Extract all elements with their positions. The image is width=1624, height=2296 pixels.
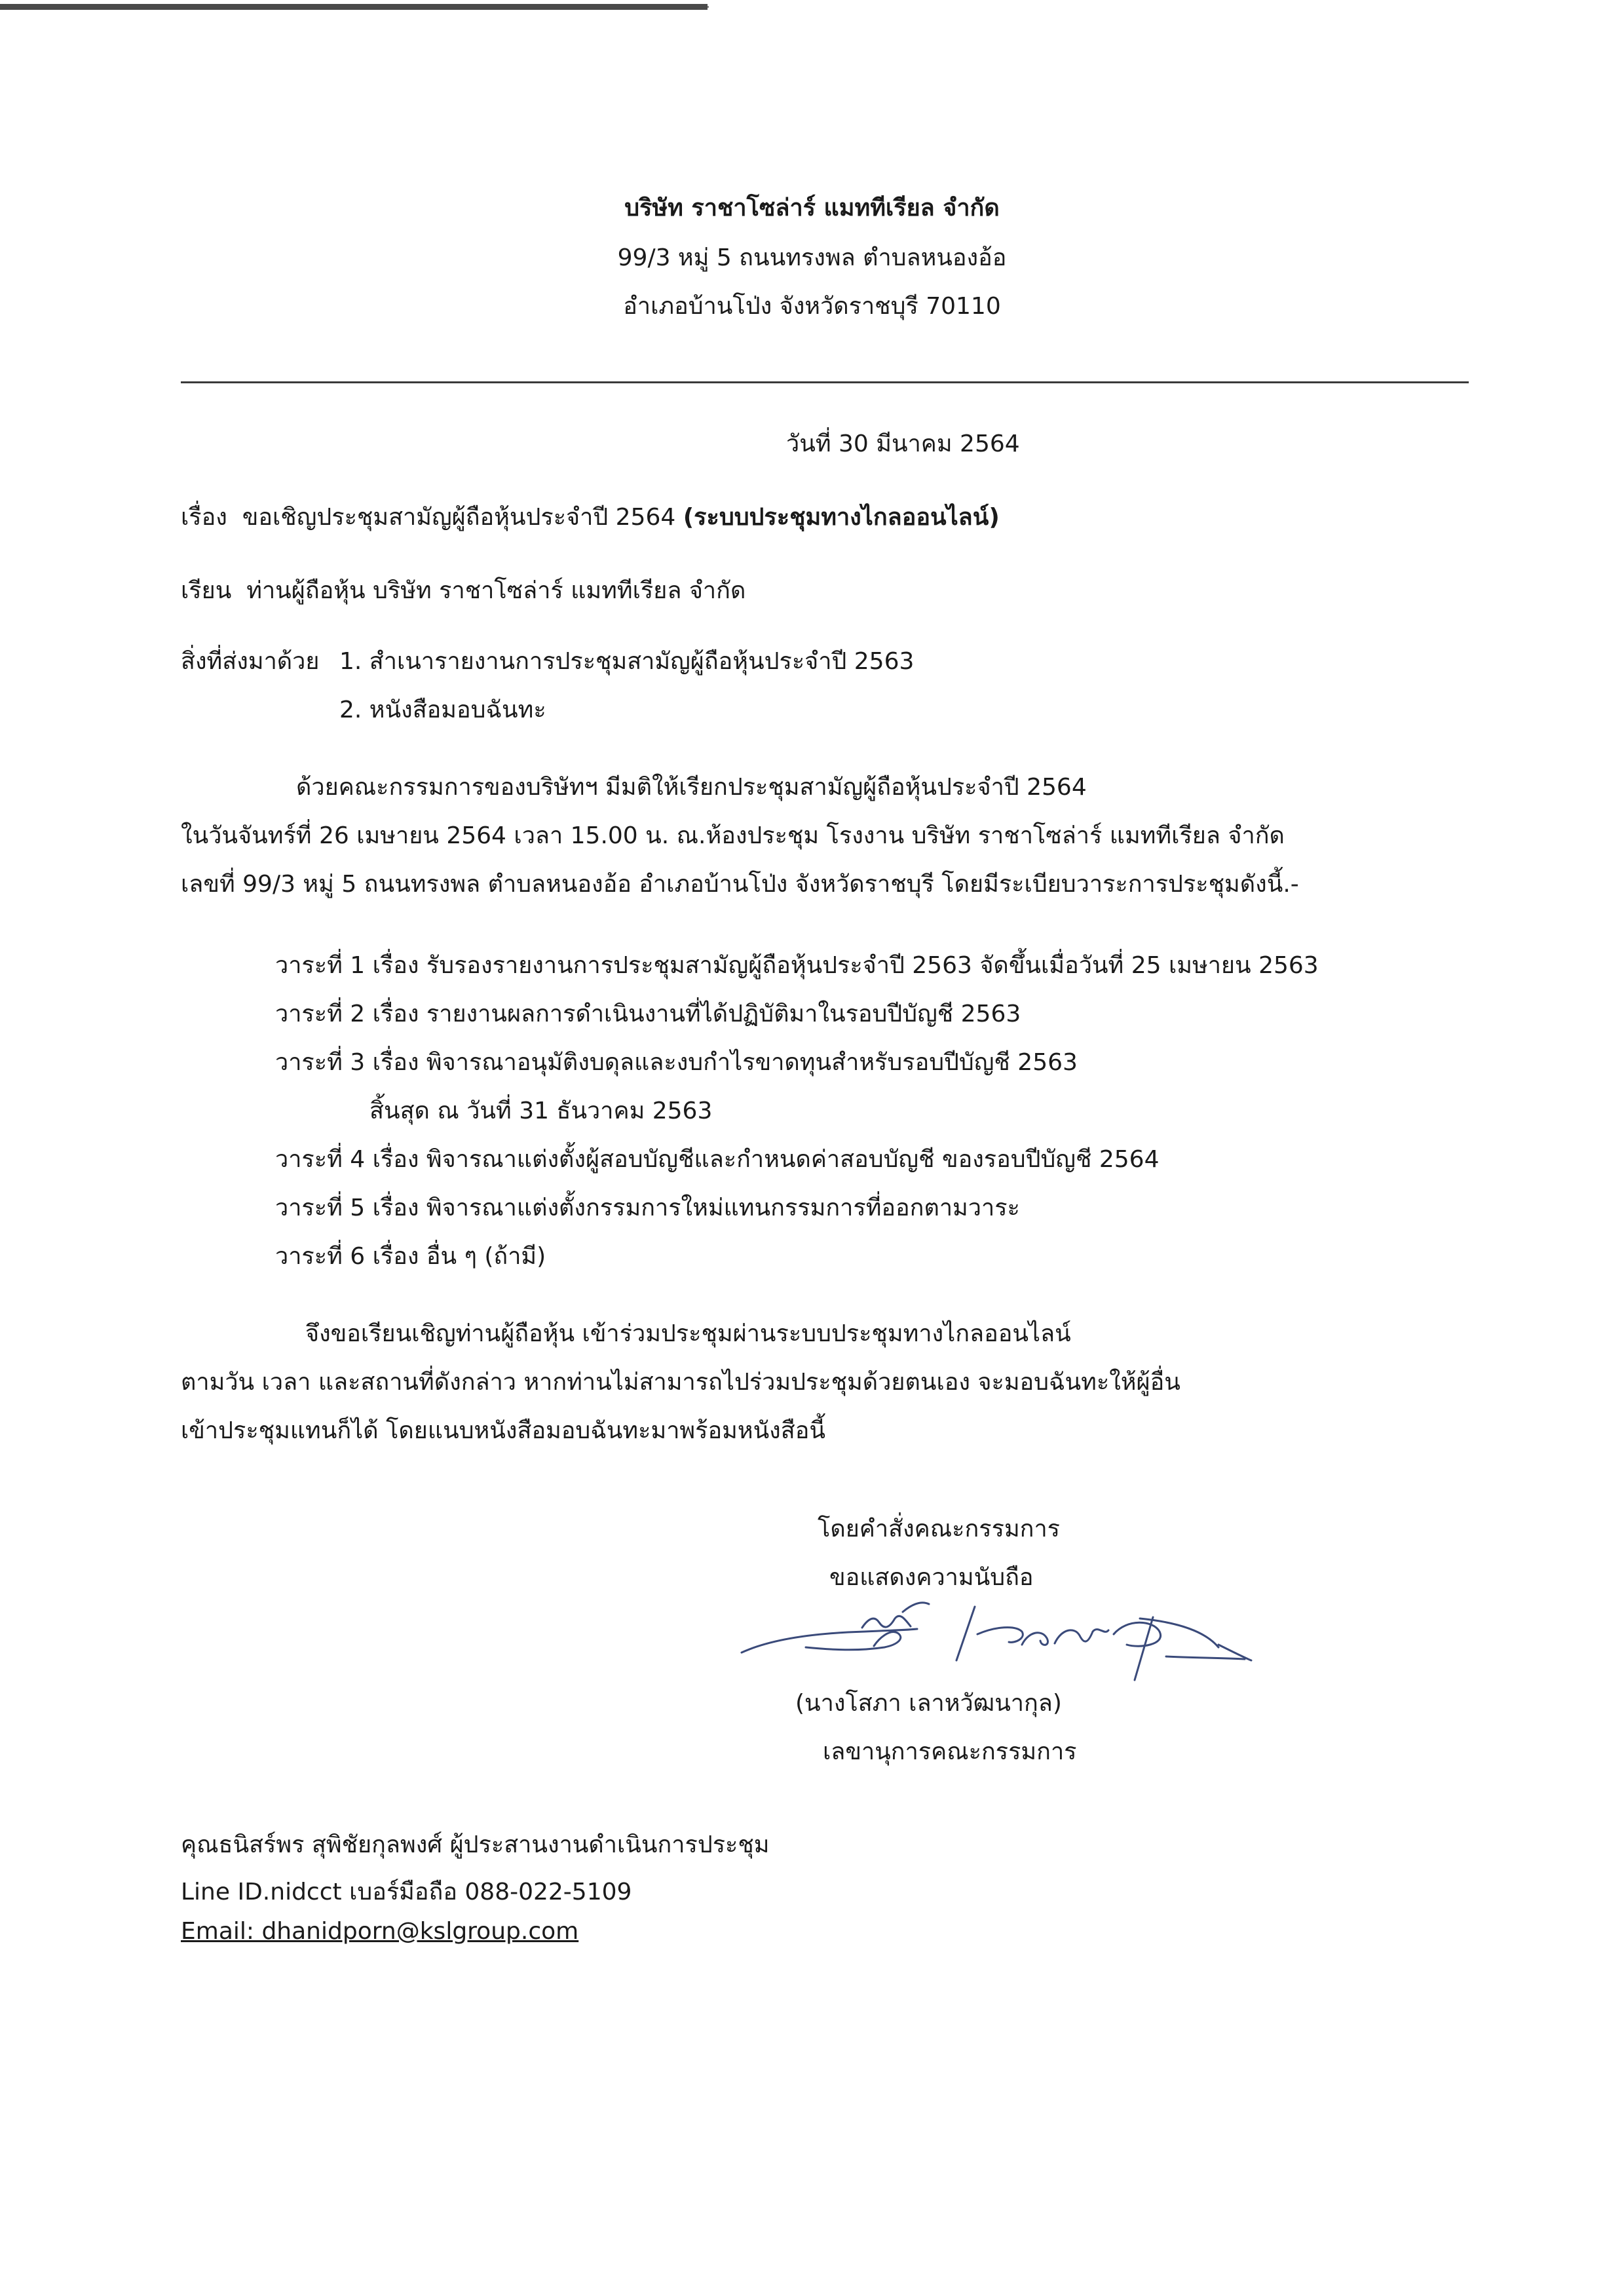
signature-regards: ขอแสดงความนับถือ — [829, 1564, 1034, 1591]
closing-line: จึงขอเรียนเชิญท่านผู้ถือหุ้น เข้าร่วมประชุมผ่านระบบประชุมทางไกลออนไลน์ — [305, 1320, 1071, 1347]
coordinator-line-phone: Line ID.nidcct เบอร์มือถือ 088-022-5109 — [181, 1879, 632, 1905]
signatory-name: (นางโสภา เลาหวัฒนากุล) — [795, 1690, 1062, 1717]
agenda-item: วาระที่ 4 เรื่อง พิจารณาแต่งตั้งผู้สอบบัญชีและกำหนดค่าสอบบัญชี ของรอบปีบัญชี 2564 — [275, 1146, 1160, 1173]
subject-text: ขอเชิญประชุมสามัญผู้ถือหุ้นประจำปี 2564 — [242, 504, 676, 531]
recipient-label: เรียน — [181, 577, 232, 604]
intro-line: ในวันจันทร์ที่ 26 เมษายน 2564 เวลา 15.00 น. ณ.ห้องประชุม โรงงาน บริษัท ราชาโซล่าร์ แมททีเรียล จำกัด — [181, 822, 1285, 849]
enclosure-item: 2. หนังสือมอบฉันทะ — [339, 697, 546, 723]
agenda-item: วาระที่ 5 เรื่อง พิจารณาแต่งตั้งกรรมการใหม่แทนกรรมการที่ออกตามวาระ — [275, 1195, 1020, 1221]
signatory-title: เลขานุการคณะกรรมการ — [823, 1738, 1077, 1765]
agenda-item: วาระที่ 2 เรื่อง รายงานผลการดำเนินงานที่ได้ปฏิบัติมาในรอบปีบัญชี 2563 — [275, 1001, 1021, 1027]
subject-line — [181, 502, 1000, 533]
scan-edge-mark — [0, 4, 708, 10]
enclosures-label: สิ่งที่ส่งมาด้วย — [181, 648, 320, 675]
closing-line: ตามวัน เวลา และสถานที่ดังกล่าว หากท่านไม่สามารถไปร่วมประชุมด้วยตนเอง จะมอบฉันทะให้ผู้อื่น — [181, 1369, 1180, 1396]
agenda-item: วาระที่ 3 เรื่อง พิจารณาอนุมัติงบดุลและงบกำไรขาดทุนสำหรับรอบปีบัญชี 2563 — [275, 1049, 1078, 1076]
agenda-item: วาระที่ 6 เรื่อง อื่น ๆ (ถ้ามี) — [275, 1243, 546, 1270]
address-line-2: อำเภอบ้านโป่ง จังหวัดราชบุรี 70110 — [623, 293, 1001, 320]
company-name: บริษัท ราชาโซล่าร์ แมททีเรียล จำกัด — [624, 195, 1000, 221]
coordinator-email-link[interactable]: Email: dhanidporn@kslgroup.com — [181, 1918, 579, 1945]
intro-line: ด้วยคณะกรรมการของบริษัทฯ มีมติให้เรียกประชุมสามัญผู้ถือหุ้นประจำปี 2564 — [296, 774, 1087, 801]
recipient-text: ท่านผู้ถือหุ้น บริษัท ราชาโซล่าร์ แมททีเรียล จำกัด — [246, 577, 746, 604]
closing-line: เข้าประชุมแทนก็ได้ โดยแนบหนังสือมอบฉันทะมาพร้อมหนังสือนี้ — [181, 1417, 825, 1444]
agenda-item: วาระที่ 1 เรื่อง รับรองรายงานการประชุมสามัญผู้ถือหุ้นประจำปี 2563 จัดขึ้นเมื่อวันที่ 25 เมษายน 2563 — [275, 952, 1319, 979]
subject-online-note: (ระบบประชุมทางไกลออนไลน์) — [683, 504, 1000, 531]
header-divider — [181, 381, 1469, 383]
intro-line: เลขที่ 99/3 หมู่ 5 ถนนทรงพล ตำบลหนองอ้อ อำเภอบ้านโป่ง จังหวัดราชบุรี โดยมีระเบียบวาระการประชุมดังนี้.- — [181, 871, 1299, 898]
agenda-item-continuation: สิ้นสุด ณ วันที่ 31 ธันวาคม 2563 — [369, 1098, 713, 1124]
coordinator-name: คุณธนิสร์พร สุพิชัยกุลพงศ์ ผู้ประสานงานดำเนินการประชุม — [181, 1831, 770, 1858]
address-line-1: 99/3 หมู่ 5 ถนนทรงพล ตำบลหนองอ้อ — [617, 244, 1007, 271]
recipient-line — [181, 575, 746, 607]
scan-edge-mark-tail — [708, 6, 709, 8]
subject-label: เรื่อง — [181, 504, 227, 531]
enclosure-item: 1. สำเนารายงานการประชุมสามัญผู้ถือหุ้นประจำปี 2563 — [339, 648, 915, 675]
signature-authority: โดยคำสั่งคณะกรรมการ — [818, 1516, 1061, 1542]
letter-date: วันที่ 30 มีนาคม 2564 — [786, 430, 1020, 457]
handwritten-signature — [734, 1592, 1271, 1743]
